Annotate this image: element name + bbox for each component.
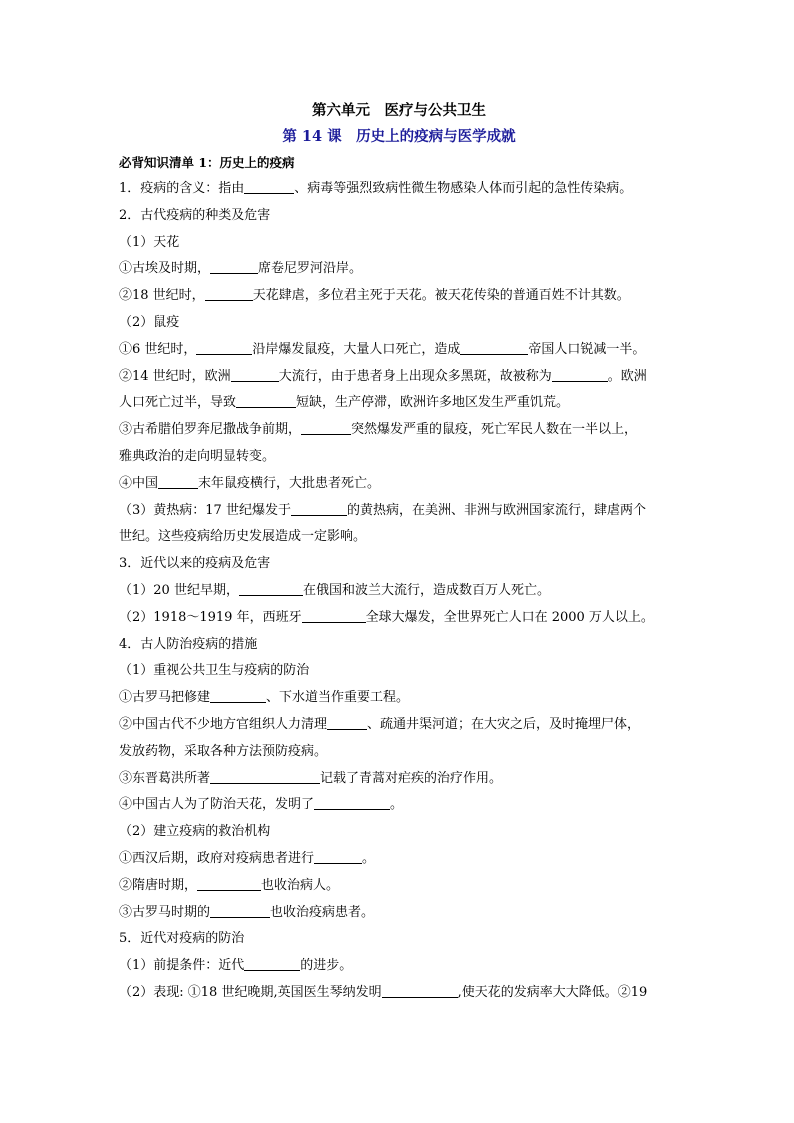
lesson-title: 第 14 课 历史上的疫病与医学成就	[282, 128, 516, 145]
fill-blank[interactable]	[244, 956, 300, 971]
text: ①6 世纪时，	[119, 341, 197, 357]
text: 突然爆发严重的鼠疫，死亡军民人数在一半以上，	[351, 422, 638, 438]
text: 、下水道当作重要工程。	[266, 690, 410, 706]
modern-precondition	[119, 953, 679, 980]
text: （1）前提条件：近代	[119, 958, 245, 974]
text: 的进步。	[300, 958, 353, 974]
text: ②18 世纪时，	[119, 288, 205, 304]
text: 天花肆虐，多位君主死于天花。被天花传染的普通百姓不计其数。	[252, 288, 630, 304]
item-4-heading: 4．古人防治疫病的措施	[119, 636, 258, 652]
modern-russia-poland	[119, 578, 679, 605]
text: 大流行，由于患者身上出现众多黑斑，故被称为	[278, 368, 552, 384]
text: ②隋唐时期，	[119, 877, 198, 893]
fill-blank[interactable]	[196, 340, 252, 355]
text: 。欧洲	[607, 368, 647, 384]
fill-blank[interactable]	[210, 259, 258, 274]
fill-blank[interactable]	[210, 903, 270, 918]
fill-blank[interactable]	[302, 608, 366, 623]
fill-blank[interactable]	[231, 367, 279, 382]
sui-tang	[119, 873, 679, 900]
checklist-title: 必背知识清单 1：历史上的疫病	[119, 155, 295, 170]
plague-14th-century-cont	[119, 390, 679, 417]
text: ①西汉后期，政府对疫病患者进行	[119, 850, 315, 866]
subheading-institutions: （2）建立疫病的救治机构	[119, 824, 271, 840]
text: ③古罗马时期的	[119, 904, 211, 920]
subheading-smallpox: （1）天花	[119, 234, 180, 250]
modern-manifestation	[119, 980, 679, 1007]
text: 。	[362, 850, 376, 866]
yellow-fever-cont: 世纪。这些疫病给历史发展造成一定影响。	[119, 529, 367, 545]
text: 的黄热病，在美洲、非洲与欧洲国家流行，肆虐两个	[346, 502, 646, 518]
item-2-heading: 2．古代疫病的种类及危害	[119, 207, 271, 223]
fill-blank[interactable]	[239, 581, 303, 596]
plague-6th-century	[119, 337, 679, 364]
fill-blank[interactable]	[291, 501, 347, 516]
text: 1．疫病的含义：指由	[119, 181, 245, 196]
smallpox-prevention	[119, 792, 679, 819]
subheading-plague: （2）鼠疫	[119, 314, 180, 330]
text: ,使天花的发病率大大降低。②19	[457, 984, 648, 1000]
text: 记载了青蒿对疟疾的治疗作用。	[320, 770, 503, 786]
text: 、病毒等强烈致病性微生物感染人体而引起的急性传染病。	[294, 181, 633, 196]
china-officials-cont: 发放药物，采取各种方法预防疫病。	[119, 743, 328, 759]
fill-blank[interactable]	[158, 474, 198, 489]
text: 全球大爆发，全世界死亡人口在 2000 万人以上。	[365, 609, 654, 625]
text: ④中国古人为了防治天花，发明了	[119, 797, 315, 813]
item-1-definition	[119, 176, 679, 203]
text: （3）黄热病：17 世纪爆发于	[119, 502, 291, 518]
text: 在俄国和波兰大流行，造成数百万人死亡。	[302, 582, 550, 598]
text: 席卷尼罗河沿岸。	[258, 261, 363, 277]
fill-blank[interactable]	[552, 367, 608, 382]
subheading-public-health: （1）重视公共卫生与疫病的防治	[119, 663, 310, 679]
fill-blank[interactable]	[205, 286, 253, 301]
plague-14th-century	[119, 364, 679, 391]
fill-blank[interactable]	[382, 983, 458, 998]
text: （2）表现: ①18 世纪晚期,英国医生琴纳发明	[119, 984, 382, 1000]
fill-blank[interactable]	[314, 795, 390, 810]
text: 、疏通井渠河道；在大灾之后，及时掩埋尸体，	[367, 716, 641, 732]
ge-hong-book	[119, 766, 679, 793]
fill-blank[interactable]	[327, 715, 367, 730]
text: 也收治疫病患者。	[270, 904, 375, 920]
text: ②14 世纪时，欧洲	[119, 368, 231, 384]
smallpox-18th-century	[119, 283, 679, 310]
plague-greece	[119, 417, 679, 444]
fill-blank[interactable]	[210, 688, 266, 703]
fill-blank[interactable]	[244, 179, 294, 194]
fill-blank[interactable]	[236, 393, 296, 408]
plague-china	[119, 471, 679, 498]
text: 沿岸爆发鼠疫，大量人口死亡，造成	[252, 341, 461, 357]
fill-blank[interactable]	[460, 340, 528, 355]
text: ①古罗马把修建	[119, 690, 211, 706]
text: 人口死亡过半，导致	[119, 395, 237, 411]
text: ②中国古代不少地方官组织人力清理	[119, 716, 328, 732]
fill-blank[interactable]	[301, 420, 351, 435]
text: 也收治病人。	[261, 877, 340, 893]
western-han	[119, 846, 679, 873]
china-officials	[119, 712, 679, 739]
text: （2）1918～1919 年，西班牙	[119, 609, 302, 625]
modern-spanish-flu	[119, 605, 679, 632]
text: 短缺，生产停滞，欧洲许多地区发生严重饥荒。	[296, 395, 570, 411]
text: 帝国人口锐减一半。	[528, 341, 646, 357]
fill-blank[interactable]	[314, 849, 362, 864]
item-5-heading: 5．近代对疫病的防治	[119, 931, 245, 947]
ancient-rome	[119, 900, 679, 927]
item-3-heading: 3．近代以来的疫病及危害	[119, 556, 271, 572]
worksheet-page	[119, 98, 679, 1007]
fill-blank[interactable]	[210, 769, 320, 784]
smallpox-egypt	[119, 256, 679, 283]
plague-greece-cont: 雅典政治的走向明显转变。	[119, 448, 276, 464]
yellow-fever	[119, 498, 679, 525]
text: ①古埃及时期，	[119, 261, 211, 277]
text: ③古希腊伯罗奔尼撒战争前期，	[119, 422, 302, 438]
unit-title: 第六单元 医疗与公共卫生	[312, 102, 486, 119]
text: ③东晋葛洪所著	[119, 770, 211, 786]
text: 。	[390, 797, 404, 813]
rome-infrastructure	[119, 685, 679, 712]
text: 末年鼠疫横行，大批患者死亡。	[198, 475, 381, 491]
text: ④中国	[119, 475, 159, 491]
text: （1）20 世纪早期，	[119, 582, 239, 598]
fill-blank[interactable]	[197, 876, 261, 891]
